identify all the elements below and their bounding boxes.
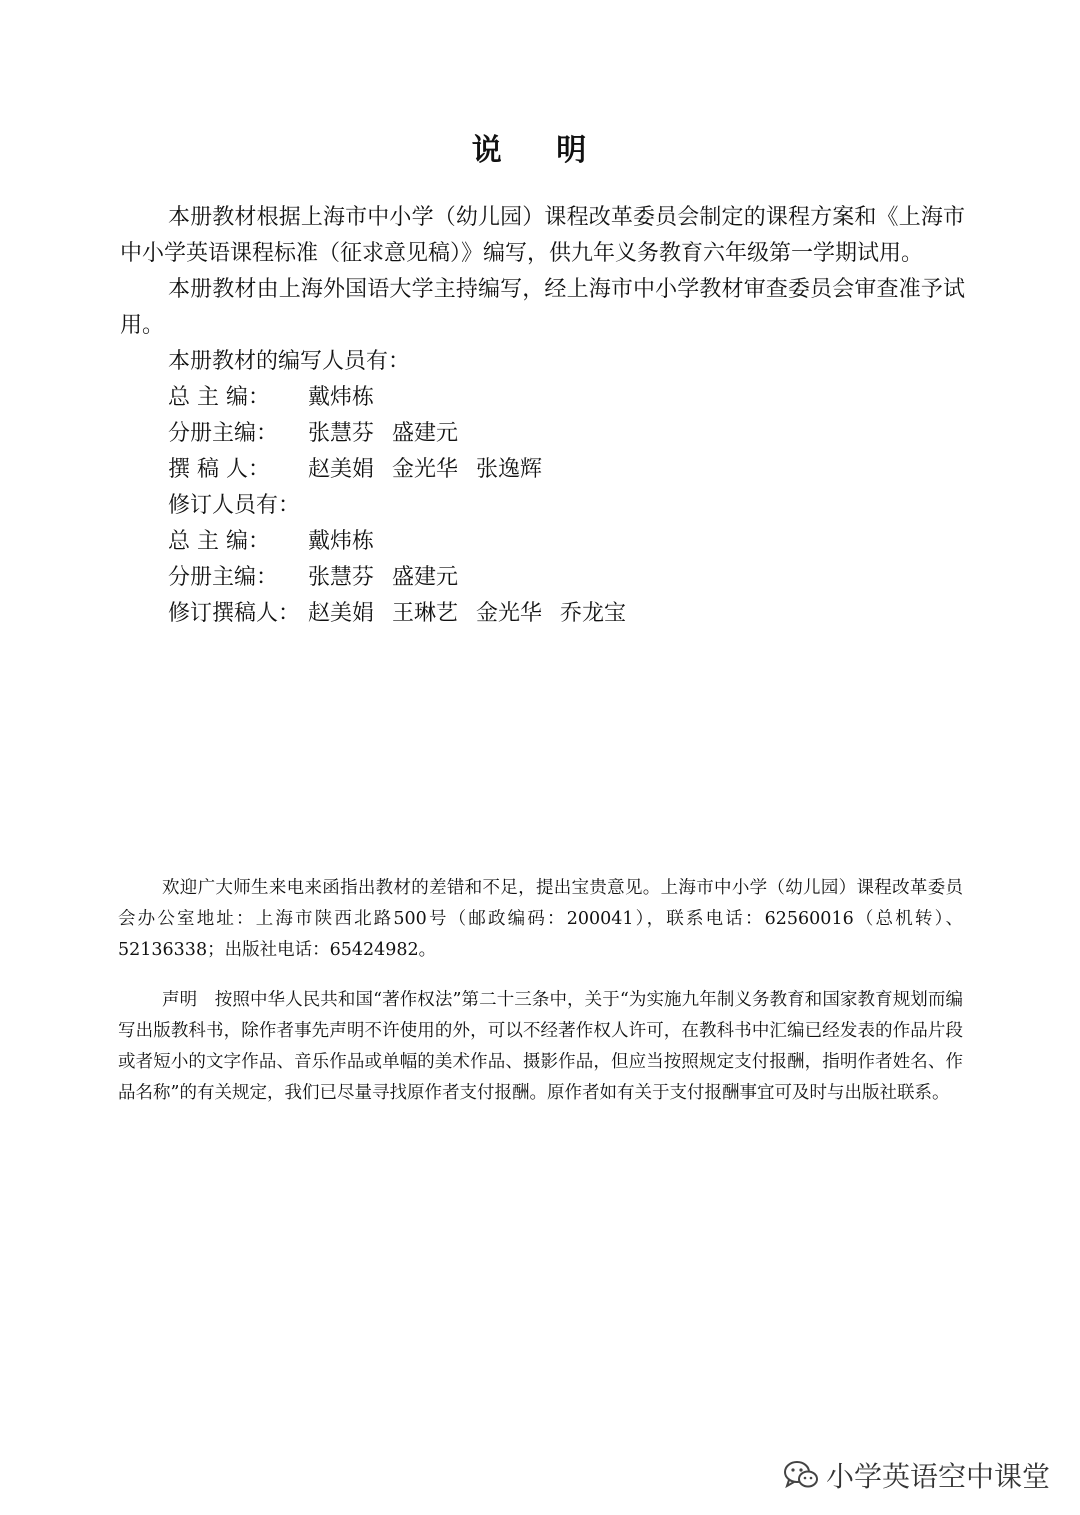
- author-name: 张慧芬: [308, 421, 375, 446]
- reviser-row: [120, 596, 965, 632]
- reviser-row: [120, 524, 965, 560]
- revisers-heading: 修订人员有：: [168, 493, 301, 518]
- intro-paragraph-2: 本册教材由上海外国语大学主持编写，经上海市中小学教材审查委员会审查准予试用。: [120, 277, 965, 338]
- author-name: 张逸辉: [476, 457, 543, 482]
- declaration-text: 声明 按照中华人民共和国“著作权法”第二十三条中，关于“为实施九年制义务教育和国家教育规划而编写出版教科书，除作者事先声明不许使用的外，可以不经著作权人许可，在教科书中汇编已经发表的作品片段或者短小的文字作品、音乐作品或单幅的美术作品、摄影作品，但应当按照规定支付报酬，指明作者姓名、作品名称”的有关规定，我们已尽量寻找原作者支付报酬。原作者如有关于支付报酬事宜可及时与出版社联系。: [118, 990, 963, 1103]
- main-text: [120, 200, 965, 632]
- author-role: 撰 稿 人：: [168, 457, 270, 482]
- author-row: [120, 452, 965, 488]
- reviser-name: 王琳艺: [392, 601, 459, 626]
- author-name: 盛建元: [392, 421, 459, 446]
- author-name: 赵美娟: [308, 457, 375, 482]
- watermark: [782, 1455, 1050, 1495]
- watermark-text: 小学英语空中课堂: [825, 1460, 1050, 1493]
- author-role: 分册主编：: [168, 421, 279, 446]
- author-role: 总 主 编：: [168, 385, 270, 410]
- reviser-role: 总 主 编：: [168, 529, 270, 554]
- reviser-role: 分册主编：: [168, 565, 279, 590]
- author-row: [120, 380, 965, 416]
- reviser-name: 戴炜栋: [308, 529, 375, 554]
- revisers-list: [120, 524, 965, 632]
- author-name: 戴炜栋: [308, 385, 375, 410]
- feedback-text: 欢迎广大师生来电来函指出教材的差错和不足，提出宝贵意见。上海市中小学（幼儿园）课程改革委员会办公室地址：上海市陕西北路500号（邮政编码：200041），联系电话：62560016（总机转）、52136338；出版社电话：65424982。: [118, 878, 963, 960]
- author-name: 金光华: [392, 457, 459, 482]
- intro-paragraph-1: 本册教材根据上海市中小学（幼儿园）课程改革委员会制定的课程方案和《上海市中小学英语课程标准（征求意见稿）》编写，供九年义务教育六年级第一学期试用。: [120, 205, 965, 266]
- feedback-note: [118, 873, 963, 966]
- authors-list: [120, 380, 965, 488]
- copyright-declaration: [118, 985, 963, 1109]
- reviser-row: [120, 560, 965, 596]
- reviser-name: 乔龙宝: [560, 601, 627, 626]
- reviser-name: 金光华: [476, 601, 543, 626]
- reviser-name: 赵美娟: [308, 601, 375, 626]
- reviser-name: 盛建元: [392, 565, 459, 590]
- author-row: [120, 416, 965, 452]
- reviser-name: 张慧芬: [308, 565, 375, 590]
- authors-heading: 本册教材的编写人员有：: [168, 349, 411, 374]
- page-title: 说 明: [471, 133, 609, 168]
- reviser-role: 修订撰稿人：: [168, 601, 301, 626]
- wechat-icon: [782, 1459, 820, 1491]
